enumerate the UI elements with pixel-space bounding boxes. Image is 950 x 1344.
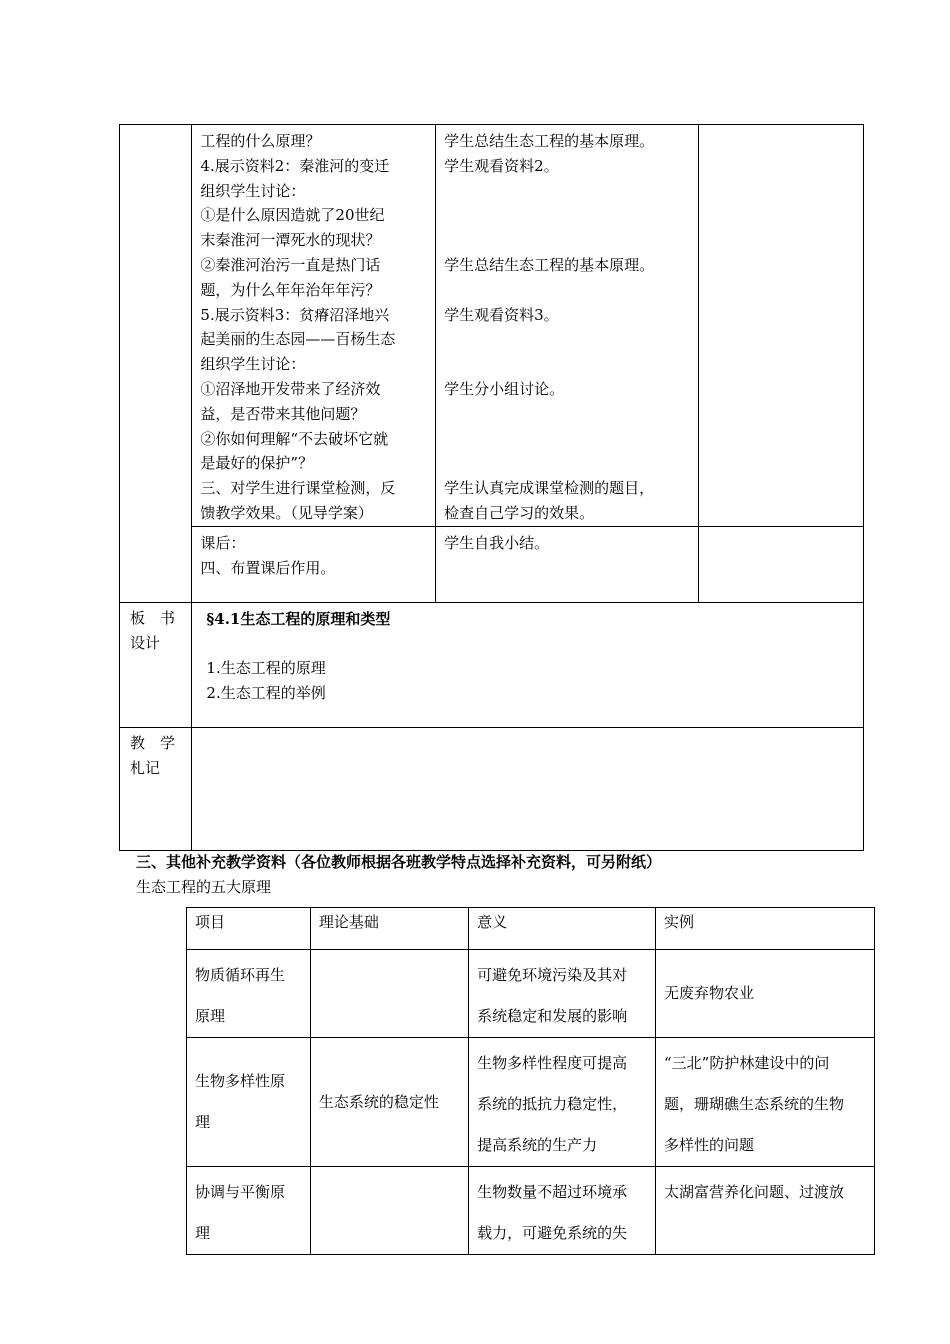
board-design-heading: §4.1生态工程的原理和类型	[206, 609, 391, 628]
row1-item	[187, 950, 311, 1038]
teacher-line: 题，为什么年年治年年污？	[200, 280, 381, 299]
label-line: 设计	[130, 633, 161, 652]
student-line	[444, 203, 697, 228]
teacher-line: 是最好的保护”？	[200, 454, 314, 473]
cell-line: 载力，可避免系统的失	[477, 1224, 628, 1242]
teacher-line: ②你如何理解“不去破坏它就	[200, 429, 389, 448]
cell-line: 提高系统的生产力	[477, 1136, 598, 1154]
principle-row-3	[187, 1167, 875, 1255]
teacher-line: 起美丽的生态园——百杨生态	[200, 330, 396, 349]
student-line: 学生总结生态工程的基本原理。	[444, 132, 655, 150]
board-design-items	[206, 656, 863, 706]
cell-line: 生物多样性原	[195, 1072, 286, 1090]
header-basis: 理论基础	[310, 908, 468, 950]
after-class-student-lines	[444, 531, 697, 556]
teacher-line: 四、布置课后作用。	[200, 558, 336, 577]
teacher-line: 末秦淮河一潭死水的现状？	[200, 231, 381, 250]
student-line: 学生观看资料3。	[444, 305, 559, 324]
label-line: 教 学	[130, 733, 176, 752]
cell-line: 生物多样性程度可提高	[477, 1054, 628, 1072]
teaching-notes-label-lines	[130, 731, 191, 781]
label-line: 板 书	[130, 608, 176, 627]
student-line	[444, 427, 697, 452]
teacher-line: 组织学生讨论：	[200, 181, 306, 200]
student-activity-lines	[444, 129, 697, 526]
cell-line: 原理	[195, 1007, 226, 1025]
student-line	[444, 278, 697, 303]
principle-row-2	[187, 1038, 875, 1167]
lesson-plan-table	[119, 124, 864, 851]
principles-table	[186, 907, 875, 1255]
header-meaning: 意义	[469, 908, 656, 950]
teacher-line: 工程的什么原理？	[200, 132, 321, 150]
teacher-activity-lines	[200, 129, 435, 526]
row1-meaning	[469, 950, 656, 1038]
board-design-content	[192, 602, 864, 727]
row1-example	[655, 950, 874, 1038]
activity-label-cell	[120, 125, 192, 603]
student-line	[444, 327, 697, 352]
cell-line: 理	[195, 1113, 211, 1131]
section-3-subheading: 生态工程的五大原理	[136, 878, 272, 896]
after-class-student-cell	[436, 526, 698, 602]
cell-line: 协调与平衡原	[195, 1183, 286, 1201]
student-line	[444, 451, 697, 476]
row2-example	[655, 1038, 874, 1167]
teacher-activity-cell	[192, 125, 436, 527]
row1-basis	[310, 950, 468, 1038]
board-design-label	[120, 602, 192, 727]
teacher-line: 三、对学生进行课堂检测，反	[200, 479, 396, 498]
teaching-notes-content	[192, 727, 864, 850]
header-example: 实例	[655, 908, 874, 950]
teacher-line: ①是什么原因造就了20世纪	[200, 206, 385, 225]
cell-line: 物质循环再生	[195, 966, 286, 984]
row3-example	[655, 1167, 874, 1255]
teacher-line: 组织学生讨论：	[200, 355, 306, 374]
student-line	[444, 402, 697, 427]
teacher-line: 5.展示资料3：贫瘠沼泽地兴	[200, 305, 390, 324]
student-line: 学生分小组讨论。	[444, 379, 565, 398]
student-line: 学生总结生态工程的基本原理。	[444, 255, 655, 274]
board-item: 1.生态工程的原理	[206, 658, 326, 677]
after-class-teacher-cell	[192, 526, 436, 602]
after-class-note-cell	[698, 526, 863, 602]
board-design-label-lines	[130, 606, 191, 656]
cell-line: “三北”防护林建设中的问	[663, 1054, 830, 1072]
student-activity-cell	[436, 125, 698, 527]
row2-item	[187, 1038, 311, 1167]
cell-line: 生物数量不超过环境承	[477, 1183, 628, 1201]
principles-header-row	[187, 908, 875, 950]
row2-basis	[310, 1038, 468, 1167]
principle-row-1	[187, 950, 875, 1038]
activity-row	[120, 125, 864, 527]
row3-item	[187, 1167, 311, 1255]
row2-meaning	[469, 1038, 656, 1167]
row3-meaning	[469, 1167, 656, 1255]
section-3-heading: 三、其他补充教学资料（各位教师根据各班教学特点选择补充资料，可另附纸）	[136, 853, 662, 871]
student-line	[444, 228, 697, 253]
cell-line: 系统稳定和发展的影响	[477, 1007, 628, 1025]
header-item: 项目	[187, 908, 311, 950]
cell-line: 多样性的问题	[663, 1136, 754, 1154]
after-class-row	[120, 526, 864, 602]
student-line: 学生认真完成课堂检测的题目，	[444, 479, 655, 498]
teaching-notes-label	[120, 727, 192, 850]
cell-line: 生态系统的稳定性	[318, 1092, 439, 1111]
board-item: 2.生态工程的举例	[206, 683, 326, 702]
after-class-teacher-lines	[200, 531, 435, 581]
student-line: 学生自我小结。	[444, 533, 550, 552]
teacher-line: ①沼泽地开发带来了经济效	[200, 379, 381, 398]
board-design-row	[120, 602, 864, 727]
teacher-line: 课后：	[200, 533, 246, 552]
cell-line: 无废弃物农业	[663, 984, 754, 1002]
student-line	[444, 352, 697, 377]
student-line: 检查自己学习的效果。	[444, 503, 595, 522]
student-line: 学生观看资料2。	[444, 156, 559, 175]
teacher-line: 馈教学效果。（见导学案）	[200, 503, 373, 522]
cell-line: 可避免环境污染及其对	[477, 966, 628, 984]
teaching-notes-row	[120, 727, 864, 850]
cell-line: 系统的抵抗力稳定性，	[477, 1095, 628, 1113]
cell-line: 理	[195, 1224, 211, 1242]
teacher-line: 4.展示资料2：秦淮河的变迁	[200, 156, 390, 175]
row3-basis	[310, 1167, 468, 1255]
teacher-line: ②秦淮河治污一直是热门话	[200, 255, 381, 274]
cell-line: 太湖富营养化问题、过渡放	[663, 1183, 844, 1201]
student-line	[444, 179, 697, 204]
label-line: 札记	[130, 758, 161, 777]
teacher-line: 益，是否带来其他问题？	[200, 404, 366, 423]
note-cell	[698, 125, 863, 527]
cell-line: 题，珊瑚礁生态系统的生物	[663, 1095, 844, 1113]
